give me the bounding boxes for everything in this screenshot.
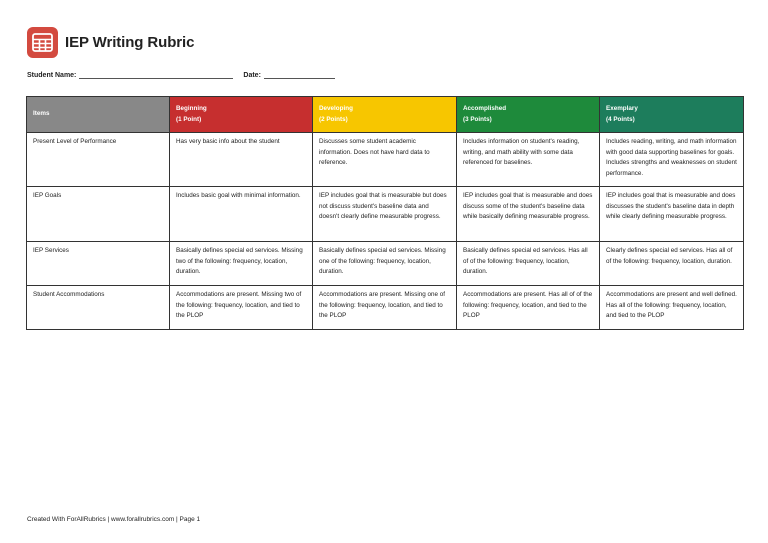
criteria-cell: Has very basic info about the student	[170, 133, 313, 187]
date-field[interactable]	[264, 71, 335, 79]
item-cell: Present Level of Performance	[27, 133, 170, 187]
level-points: (2 Points)	[319, 115, 348, 123]
item-cell: IEP Services	[27, 242, 170, 286]
rubric-table	[26, 96, 744, 330]
criteria-cell: Basically defines special ed services. Missing one of the following: frequency, location, duration.	[313, 242, 457, 286]
criteria-cell: Basically defines special ed services. Missing two of the following: frequency, location, duration.	[170, 242, 313, 286]
item-cell: IEP Goals	[27, 187, 170, 242]
criteria-cell: Includes information on student's reading, writing, and math ability with some data referenced for baselines.	[457, 133, 600, 187]
page-footer: Created With ForAllRubrics | www.forallrubrics.com | Page 1	[27, 516, 201, 523]
criteria-cell: Discusses some student academic information. Does not have hard data to reference.	[313, 133, 457, 187]
level-header-beginning	[170, 97, 313, 133]
table-row	[27, 286, 744, 330]
level-header-accomplished	[457, 97, 600, 133]
rubric-header-row	[27, 97, 744, 133]
criteria-cell: Clearly defines special ed services. Has all of of the following: frequency, location, duration.	[600, 242, 744, 286]
criteria-cell: IEP includes goal that is measurable and does discusses the student's baseline data in depth while clearly defining measurable progress.	[600, 187, 744, 242]
criteria-cell: IEP includes goal that is measurable but does not discuss student's baseline data and doesn't clearly define measurable progress.	[313, 187, 457, 242]
criteria-cell: Accommodations are present. Has all of of the following: frequency, location, and tied to the PLOP	[457, 286, 600, 330]
student-name-field[interactable]	[79, 71, 233, 79]
table-row	[27, 242, 744, 286]
item-cell: Student Accommodations	[27, 286, 170, 330]
criteria-cell: Accommodations are present. Missing two of the following: frequency, location, and tied to the PLOP	[170, 286, 313, 330]
page-title: IEP Writing Rubric	[65, 34, 195, 51]
items-header: Items	[27, 97, 170, 133]
table-row	[27, 187, 744, 242]
level-header-exemplary	[600, 97, 744, 133]
level-points: (3 Points)	[463, 115, 492, 123]
date-label: Date:	[243, 72, 261, 79]
level-name: Exemplary	[606, 105, 638, 112]
criteria-cell: Accommodations are present. Missing one of the following: frequency, location, and tied to the PLOP	[313, 286, 457, 330]
level-name: Beginning	[176, 105, 207, 112]
level-header-developing	[313, 97, 457, 133]
document-header	[27, 27, 194, 58]
criteria-cell: Includes basic goal with minimal information.	[170, 187, 313, 242]
table-grid-icon	[27, 27, 58, 58]
table-row	[27, 133, 744, 187]
student-info	[27, 71, 335, 79]
criteria-cell: Includes reading, writing, and math information with good data supporting baselines for goals. Includes strengths and weaknesses on student performance.	[600, 133, 744, 187]
criteria-cell: Basically defines special ed services. Has all of of the following: frequency, location, duration.	[457, 242, 600, 286]
level-name: Accomplished	[463, 105, 507, 112]
level-points: (1 Point)	[176, 115, 202, 123]
level-name: Developing	[319, 105, 353, 112]
criteria-cell: IEP includes goal that is measurable and does discuss some of the student's baseline data while basically defining measurable progress.	[457, 187, 600, 242]
student-name-label: Student Name:	[27, 72, 77, 79]
criteria-cell: Accommodations are present and well defined. Has all of the following: frequency, location, and tied to the PLOP	[600, 286, 744, 330]
level-points: (4 Points)	[606, 115, 635, 123]
